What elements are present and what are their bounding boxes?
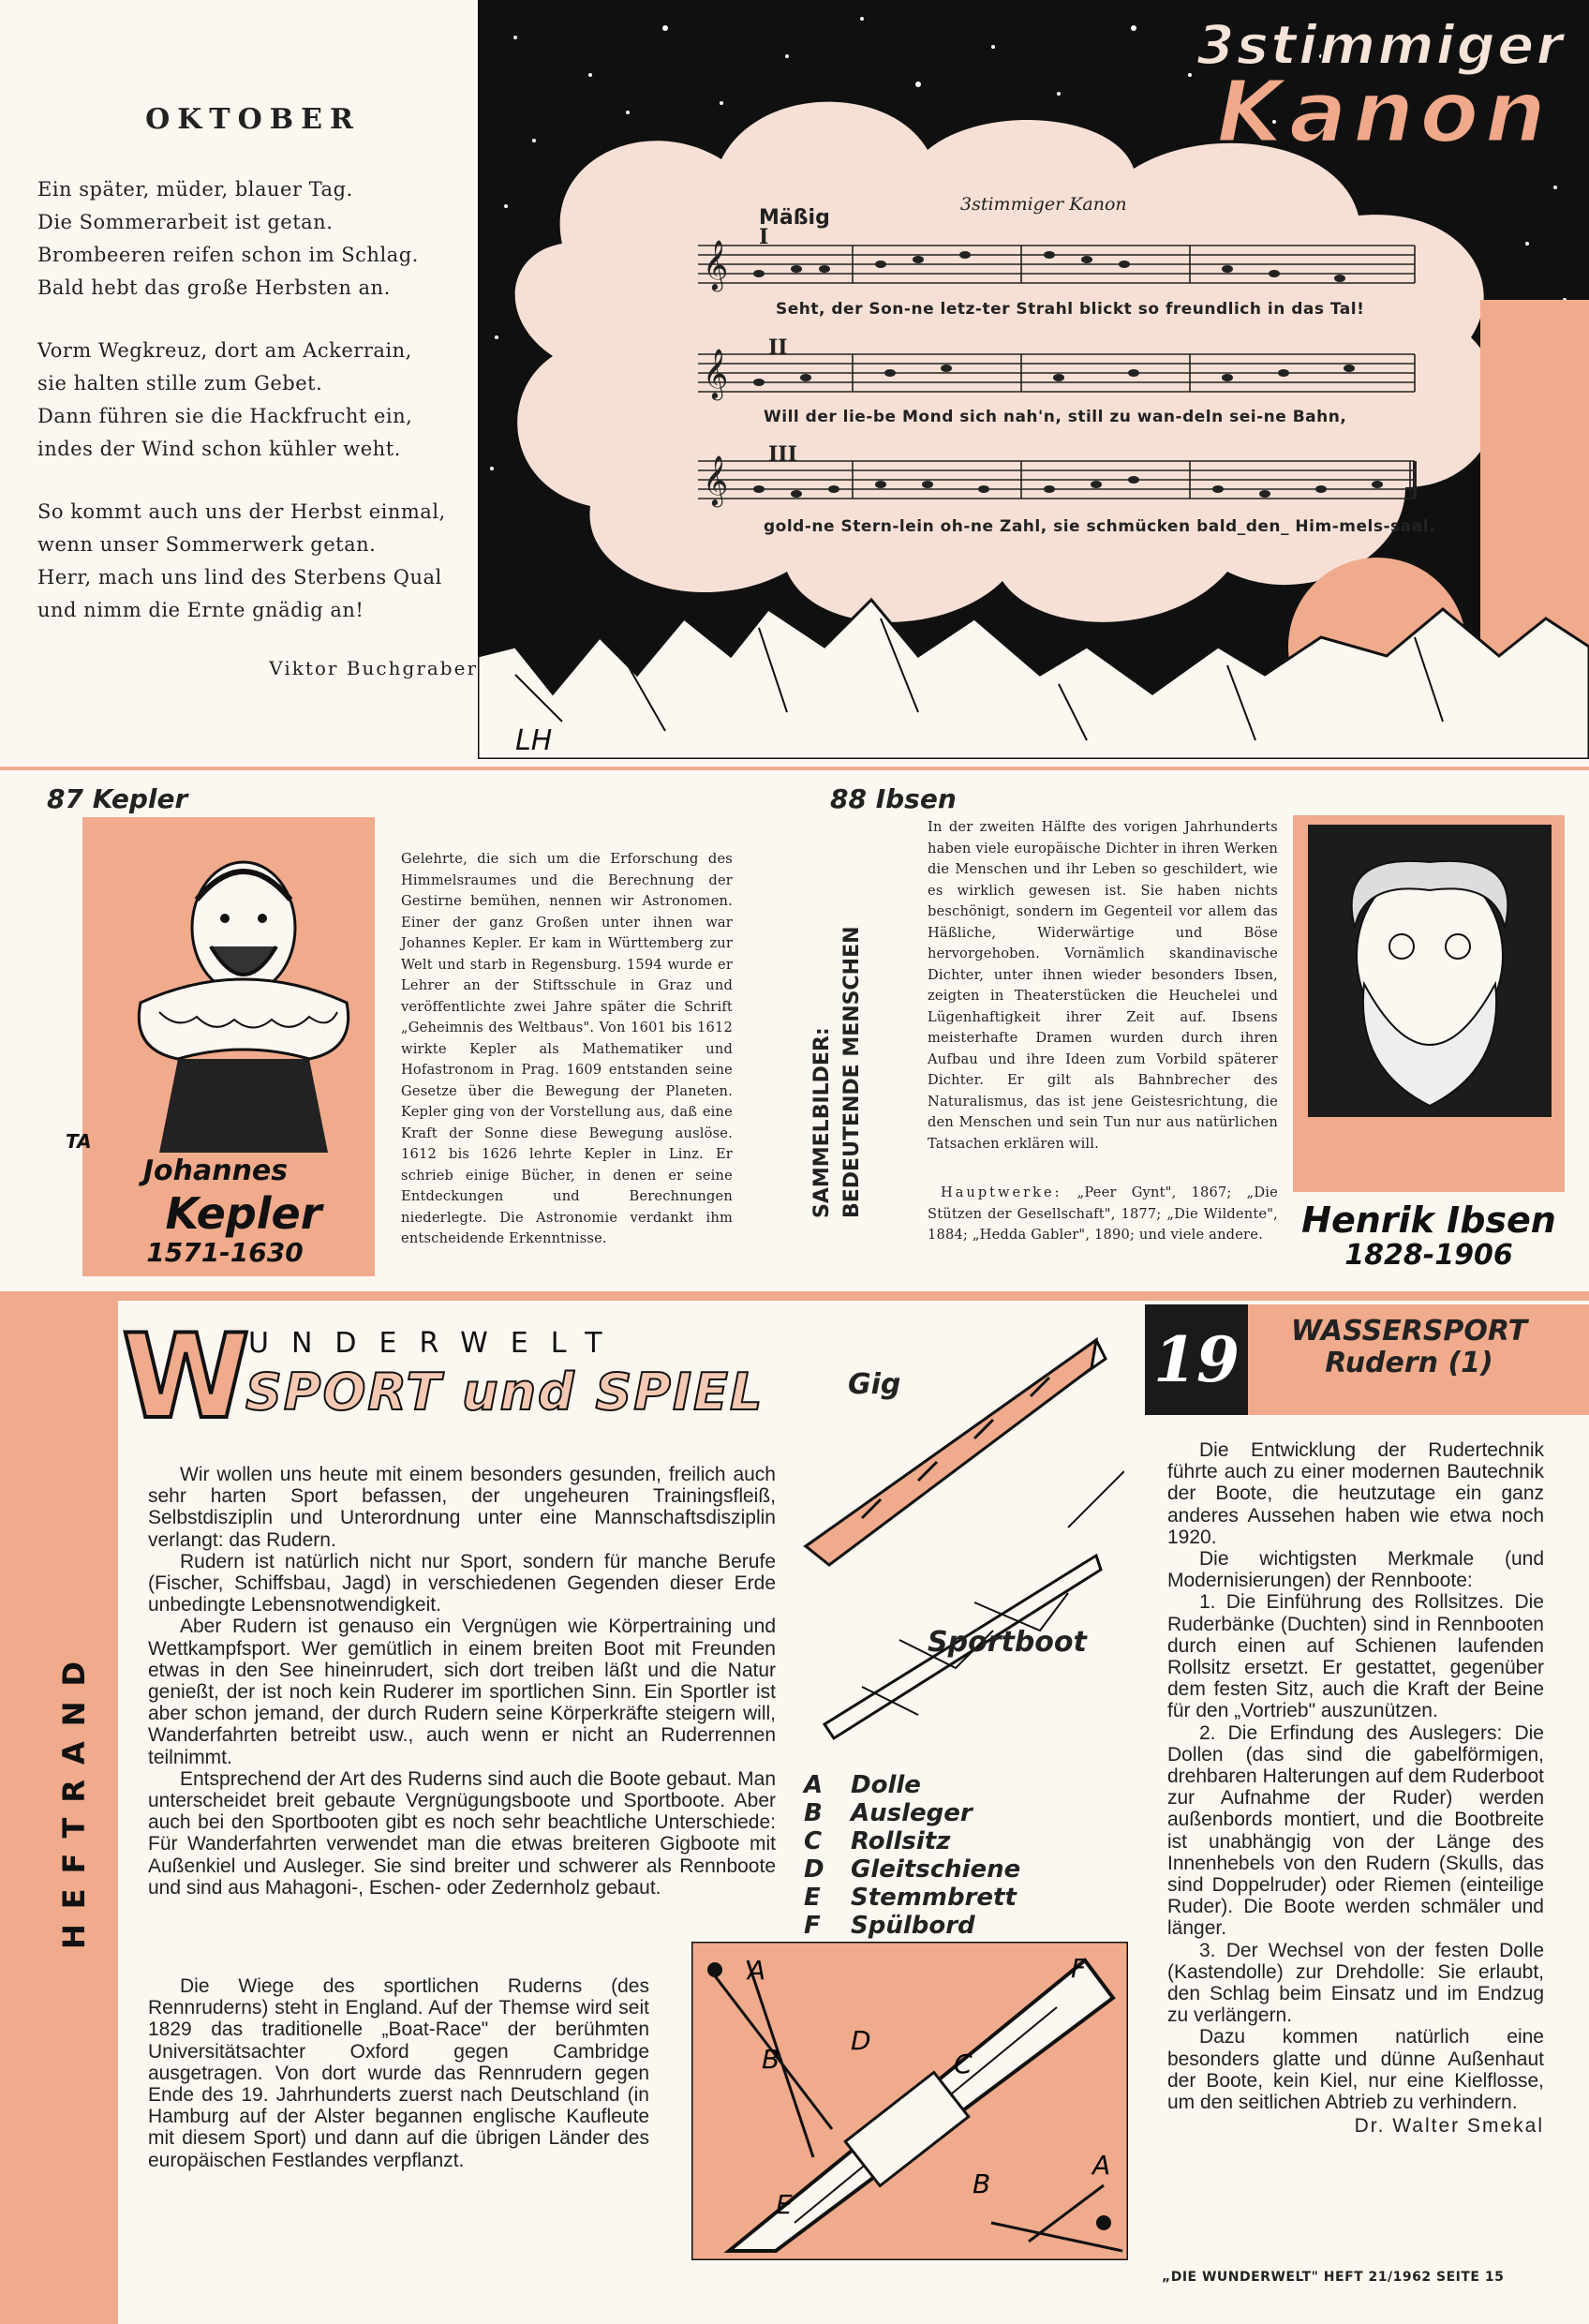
legend-text: Gleitschiene	[851, 1855, 1021, 1884]
treble-clef-icon: 𝄞	[703, 454, 729, 505]
diagram-letter: B	[762, 2044, 780, 2075]
boat-parts-legend	[804, 1771, 1020, 1940]
treble-clef-icon: 𝄞	[703, 348, 729, 398]
voice-label: I	[759, 225, 769, 249]
lyrics-line: gold-ne Stern-lein oh-ne Zahl, sie schmücken bald_den_ Him-mels-saal.	[764, 517, 1435, 536]
kepler-last-name: Kepler	[165, 1188, 322, 1239]
article-paragraph: Aber Rudern ist genauso ein Vergnügen wie Körpertraining und Wettkampfsport. Wer gemütlich in einem breiten Boot mit Freunden etwas in den See hineinrudert, sich dort treiben läßt und die Natur genießt, der ist noch kein Ruderer im sportlichen Sinn. Ein Sportler ist aber schon jemand, der durch Rudern seine Körperkräfte steigern will, Wanderfahrten betreibt usw., auch wenn er nicht an Ruderrennen teilnimmt.	[148, 1616, 776, 1768]
poem-line: Die Sommerarbeit ist getan.	[37, 211, 334, 233]
legend-letter: B	[804, 1799, 823, 1827]
legend-item	[804, 1884, 1020, 1912]
article-paragraph: 1. Die Einführung des Rollsitzes. Die Ruderbänke (Duchten) sind in Rennbooten durch einen auf Schienen laufenden Rollsitz ersetzt. Er gestattet, gegenüber dem festen Sitz, auch die Kraft der Beine für den „Vortrieb" auszunützen.	[1167, 1591, 1544, 1722]
diagram-letter: D	[851, 2025, 871, 2056]
poem-line: Brombeeren reifen schon im Schlag.	[37, 244, 419, 266]
article-column-1b	[148, 1975, 649, 2171]
article-paragraph: 3. Der Wechsel von der festen Dolle (Kastendolle) zur Drehdolle: Sie erlaubt, den Schlag beim Einsatz und im Endzug zu verlängern.	[1167, 1939, 1544, 2027]
diagram-letter: B	[973, 2168, 991, 2199]
voice-label: II	[768, 335, 788, 360]
canon-panel	[478, 0, 1589, 759]
sammelbilder-line1: SAMMELBILDER:	[810, 1027, 834, 1218]
poem-line: wenn unser Sommerwerk getan.	[37, 533, 377, 556]
diagram-letter: F	[1071, 1953, 1087, 1984]
article-paragraph: Die wichtigsten Merkmale (und Modernisierungen) der Rennboote:	[1167, 1548, 1544, 1592]
article-paragraph: Rudern ist natürlich nicht nur Sport, sondern für manche Berufe (Fischer, Schiffsbau, Jagd) in verschiedenen Gegenden dieser Erde unbedingte Lebensnotwendigkeit.	[148, 1550, 776, 1616]
ibsen-card-title: 88 Ibsen	[830, 783, 957, 814]
article-column-1	[148, 1464, 776, 1899]
canon-title-line2: Kanon	[1216, 62, 1552, 162]
legend-letter: F	[804, 1912, 821, 1940]
boats-illustration	[787, 1331, 1124, 1762]
legend-letter: C	[804, 1827, 823, 1855]
article-paragraph: Wir wollen uns heute mit einem besonders gesunden, freilich auch sehr harten Sport befassen, der ungeheuren Trainingsfleiß, Selbstdisziplin und Unterordnung unter eine Mannschaftsdisziplin verlangt: das Rudern.	[148, 1464, 776, 1551]
legend-item	[804, 1855, 1020, 1884]
legend-text: Dolle	[851, 1771, 921, 1799]
lyrics-line: Seht, der Son-ne letz-ter Strahl blickt so freundlich in das Tal!	[776, 300, 1365, 319]
sportboot-label: Sportboot	[928, 1626, 1087, 1659]
diagram-letter: E	[776, 2189, 793, 2220]
poem-stanza-2	[37, 335, 468, 466]
series-number: 19	[1145, 1304, 1248, 1415]
legend-item	[804, 1799, 1020, 1827]
cloud-shape	[515, 102, 1498, 622]
article-column-2	[1167, 1439, 1544, 2138]
canon-title-line1: 3stimmiger	[1196, 13, 1565, 77]
diagram-letter: A	[748, 1955, 766, 1986]
kepler-portrait	[122, 843, 365, 1153]
sammelbilder-title	[808, 926, 868, 1218]
ibsen-years: 1828-1906	[1344, 1239, 1513, 1272]
article-paragraph: 2. Die Erfindung des Auslegers: Die Dollen (das sind die gabelförmigen, drehbaren Halterungen auf dem Ruderboot zur Aufnahme der Ruder) werden außenbords montiert, und die Bootbreite ist unabhängig von der Länge des Innenhebels von den Rudern (Skulls, das sind Doppelruder) oder Riemen (einteilige Ruder). Die Boote werden schmäler und länger.	[1167, 1721, 1544, 1940]
voice-label: III	[768, 442, 797, 467]
wunderwelt-header-bottom: SPORT und SPIEL	[245, 1363, 765, 1422]
article-paragraph: Die Entwicklung der Rudertechnik führte auch zu einer modernen Bautechnik der Boote, die heutzutage ein ganz anderes Aussehen haben wie etwa noch 1920.	[1167, 1439, 1544, 1548]
wassersport-title-block	[1250, 1316, 1568, 1379]
poem-line: sie halten stille zum Gebet.	[37, 372, 323, 395]
poem-line: Vorm Wegkreuz, dort am Ackerrain,	[37, 339, 412, 362]
boat-detail-diagram	[691, 1942, 1128, 2260]
ibsen-works-label: Hauptwerke:	[941, 1184, 1062, 1200]
legend-text: Ausleger	[851, 1799, 973, 1827]
ibsen-portrait	[1308, 825, 1552, 1117]
poem-line: Herr, mach uns lind des Sterbens Qual	[37, 566, 442, 588]
wassersport-title: WASSERSPORT	[1290, 1315, 1528, 1348]
ibsen-works-list: „Peer Gynt", 1867; „Die Stützen der Gesellschaft", 1877; „Die Wildente", 1884; „Hedda Gabler", 1890; und viele andere.	[928, 1184, 1278, 1243]
page-footer: „DIE WUNDERWELT" HEFT 21/1962 SEITE 15	[1162, 2270, 1505, 2285]
poem-line: und nimm die Ernte gnädig an!	[37, 599, 364, 621]
ibsen-works	[928, 1183, 1278, 1246]
wunderwelt-big-letter: W	[122, 1310, 250, 1445]
legend-item	[804, 1827, 1020, 1855]
article-paragraph: Dazu kommen natürlich eine besonders glatte und dünne Außenhaut der Boote, kein Kiel, nur eine Kielflosse, um den seitlichen Abtrieb zu verhindern.	[1167, 2026, 1544, 2114]
legend-item	[804, 1771, 1020, 1799]
poem-title: OKTOBER	[145, 103, 361, 136]
kepler-text: Gelehrte, die sich um die Erforschung des Himmelsraumes und die Berechnung der Gestirne bemühen, nennen wir Astronomen. Einer der ganz Großen unter ihnen war Johannes Kepler. Er kam in Württemberg zur Welt und starb in Regensburg. 1594 wurde er Lehrer an der Stiftsschule in Graz und veröffentlichte zwei Jahre später die Schrift „Geheimnis des Weltbaus". Von 1601 bis 1612 wirkte Kepler als Mathematiker und Hofastronom in Prag. 1609 entstanden seine Gesetze über die Bewegung der Planeten. Kepler ging von der Vorstellung aus, daß eine Kraft der Sonne diese Bewegung auslöse. 1612 bis 1626 lehrte Kepler in Linz. Er schrieb einige Bücher, in denen er seine Entdeckungen und Berechnungen niederlegte. Die Astronomie verdankt ihm entscheidende Erkenntnisse.	[401, 851, 733, 1246]
poem-stanza-3	[37, 496, 468, 627]
wunderwelt-header-top: UNDERWELT	[248, 1327, 625, 1360]
poem-october	[37, 103, 478, 679]
legend-text: Rollsitz	[851, 1827, 951, 1855]
poem-line: So kommt auch uns der Herbst einmal,	[37, 500, 446, 523]
legend-letter: D	[804, 1855, 824, 1884]
kepler-years: 1571-1630	[146, 1237, 304, 1268]
poem-line: Ein später, müder, blauer Tag.	[37, 178, 353, 201]
heftrand-label: HEFTRAND	[56, 1646, 92, 1949]
poem-stanza-1	[37, 173, 468, 305]
artist-initials: LH	[515, 724, 553, 757]
article-author: Dr. Walter Smekal	[1354, 2115, 1544, 2138]
legend-letter: A	[804, 1771, 824, 1799]
wassersport-subtitle: Rudern (1)	[1325, 1347, 1493, 1379]
gig-label: Gig	[848, 1368, 901, 1401]
kepler-artist: TA	[66, 1130, 92, 1153]
legend-text: Stemmbrett	[851, 1884, 1017, 1912]
tempo-marking: Mäßig	[759, 206, 830, 230]
ibsen-signature: Henrik Ibsen	[1301, 1199, 1556, 1241]
diagram-letter: A	[1092, 2150, 1111, 2181]
article-paragraph: Entsprechend der Art des Ruderns sind auch die Boote gebaut. Man unterscheidet breit gebaute Vergnügungsboote und Sportboote. Aber auch bei den Sportbooten gibt es noch sehr beachtliche Unterschiede: Für Wanderfahrten verwendet man die etwas breiteren Gigboote mit Außenkiel und Ausleger. Sie sind breiter und schwerer als Rennboote und sind aus Mahagoni-, Eschen- oder Zedernholz gebaut.	[148, 1767, 776, 1899]
poem-line: Dann führen sie die Hackfrucht ein,	[37, 405, 413, 427]
treble-clef-icon: 𝄞	[703, 239, 729, 290]
legend-letter: E	[804, 1884, 821, 1912]
kepler-first-name: Johannes	[142, 1155, 289, 1187]
legend-text: Spülbord	[851, 1912, 975, 1940]
wunderwelt-header	[122, 1310, 778, 1445]
score-title: 3stimmiger Kanon	[960, 194, 1127, 215]
moon-icon	[588, 28, 693, 152]
divider	[0, 767, 1589, 770]
sammelbilder-line2: BEDEUTENDE MENSCHEN	[840, 926, 864, 1218]
diagram-letter: C	[954, 2048, 973, 2079]
poem-line: indes der Wind schon kühler weht.	[37, 438, 401, 460]
kepler-card-title: 87 Kepler	[47, 783, 188, 814]
ibsen-text: In der zweiten Hälfte des vorigen Jahrhunderts haben viele europäische Dichter in ihren Werken die Menschen und ihr Leben so geschildert, wie es wirklich gewesen ist. Sie haben nichts beschönigt, sondern im Gegenteil vor allem das Häßliche, Widerwärtige und Böse hervorgehoben. Vornämlich skandinavische Dichter, unter ihnen wieder besonders Ibsen, zeigten in Theaterstücken die Heuchelei und Lügenhaftigkeit ihrer Zeit auf. Ibsens meisterhafte Dramen wurden durch ihren Aufbau und ihre Ideen zum Vorbild späterer Dichter. Er gilt als Bahnbrecher des Naturalismus, das ist jene Geistesrichtung, die den Menschen und sein Tun nur aus natürlichen Tatsachen erklären will.	[928, 819, 1278, 1152]
salmon-band	[118, 1291, 1589, 1301]
poem-line: Bald hebt das große Herbsten an.	[37, 276, 391, 299]
poem-author: Viktor Buchgraber	[269, 657, 478, 679]
legend-item	[804, 1912, 1020, 1940]
article-paragraph: Die Wiege des sportlichen Ruderns (des Rennruderns) steht in England. Auf der Themse wird seit 1829 das traditionelle „Boat-Race" der berühmten Universitätsachter Oxford gegen Cambridge ausgetragen. Von dort wurde das Rennrudern gegen Ende des 19. Jahrhunderts zuerst nach Deutschland (in Hamburg auf der Alster begannen englische Kaufleute mit diesem Sport) und dann auf die übrigen Länder des europäischen Festlandes verpflanzt.	[148, 1975, 649, 2171]
lyrics-line: Will der lie-be Mond sich nah'n, still zu wan-deln sei-ne Bahn,	[764, 408, 1347, 426]
